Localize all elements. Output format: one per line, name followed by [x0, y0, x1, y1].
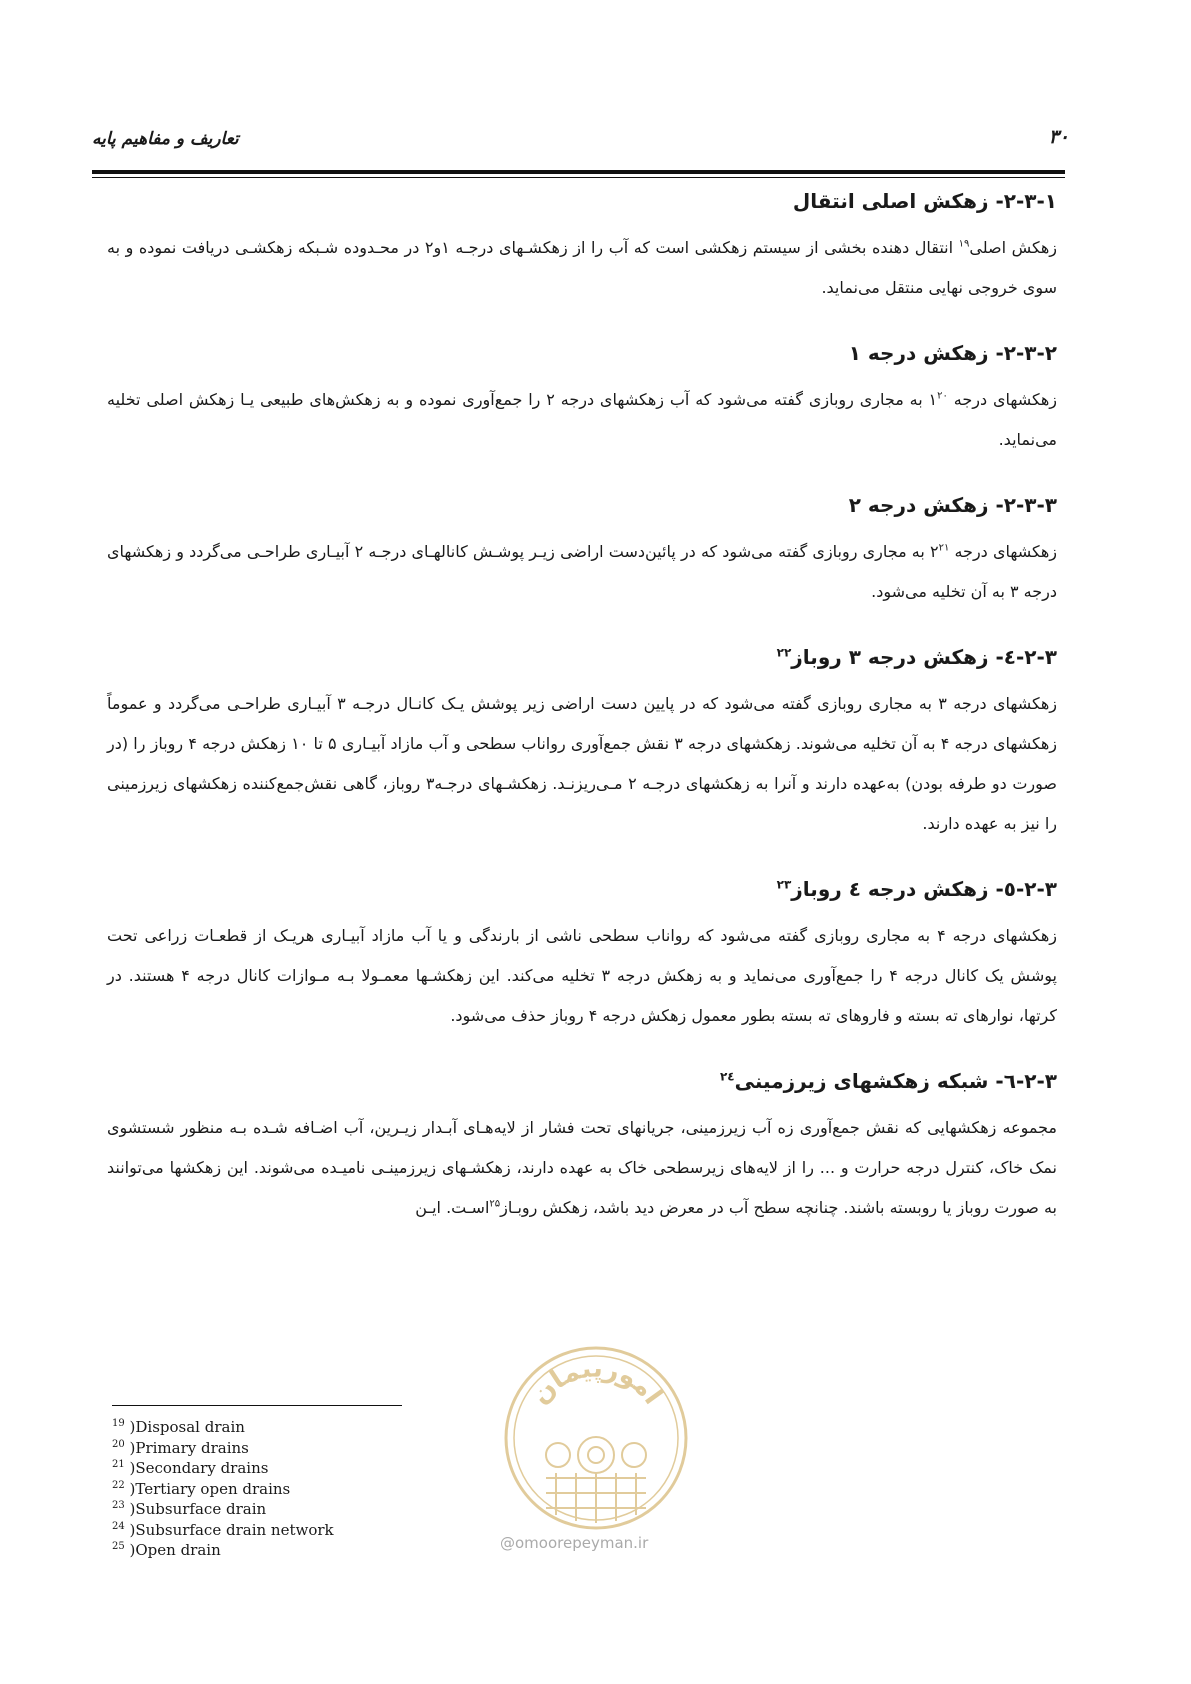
- watermark-url: @omoorepeyman.ir: [500, 1534, 649, 1552]
- footnote-item: $^{22}$ )Tertiary open drains: [112, 1479, 291, 1498]
- section-heading: ۲-۳-٦- شبکه زهکشهای زیرزمینی$^{۲٤}$: [719, 1069, 1057, 1093]
- footnote-ref: ۱۹: [958, 238, 970, 250]
- running-title: تعاریف و مفاهیم پایه: [92, 129, 239, 149]
- footnote-separator: [112, 1405, 402, 1406]
- section-heading: ۲-۳-۱- زهکش اصلی انتقال: [792, 189, 1057, 213]
- footnote-item: $^{19}$ )Disposal drain: [112, 1418, 245, 1436]
- footnote-ref: ۲۵: [489, 1198, 501, 1210]
- footnote-item: $^{20}$ )Primary drains: [112, 1438, 249, 1457]
- footnote-ref: ۲٤: [719, 1069, 735, 1084]
- section-paragraph: زهکشهای درجه $۱^{۲۰}$ به مجاری روبازی گفته می‌شود که آب زهکشهای درجه ۲ را جمع‌آوری نموده و به زهکش‌های طبیعی یـا زهکش اصلی تخلیه می‌نماید.: [107, 390, 1057, 449]
- footnote-item: $^{21}$ )Secondary drains: [112, 1459, 269, 1477]
- section-paragraph: زهکش اصلی$^{۱۹}$ انتقال دهنده بخشی از سیستم زهکشی است که آب را از زهکشـهای درجـه ۱و۲ در محـدوده شـبکه زهکشـی دریافت نموده و به سوی خروجی نهایی منتقل می‌نماید.: [107, 238, 1057, 297]
- footnotes: [112, 1417, 512, 1561]
- footnote-item: $^{23}$ )Subsurface drain: [112, 1500, 267, 1518]
- footnote-ref: ۲۲: [776, 645, 792, 660]
- footnote-ref: ۲۰: [937, 390, 948, 402]
- svg-text:امورپیمان: امورپیمان: [525, 1353, 668, 1411]
- section-paragraph: مجموعه زهکشهایی که نقش جمع‌آوری زه آب زیرزمینی، جریانهای تحت فشار از لایه‌هـای آبـدار زیـرین، آب اضـافه شـده بـه منظور شستشوی نمک خاک، کنترل درجه حرارت و ... را از لایه‌های زیرسطحی خاک به عهده دارند، زهکشـهای زیرزمینـی نامیـده می‌شوند. این زهکشها می‌توانند به صورت روباز یا روبسته باشند. چنانچه سطح آب در معرض دید باشد، زهکش روبـاز$^{۲۵}$اسـت. ایـن: [107, 1118, 1057, 1217]
- footnote-item: $^{25}$ )Open drain: [112, 1541, 221, 1559]
- section-paragraph: زهکشهای درجه ۳ به مجاری روبازی گفته می‌شود که در پایین دست اراضی زیر پوشش یـک کانـال درجـه ۳ آبیـاری طراحـی می‌گردد و عموماً زهکشهای درجه ۴ به آن تخلیه می‌شوند. زهکشهای درجه ۳ نقش جمع‌آوری رواناب سطحی و آب مازاد آبیـاری ۵ تا ۱۰ زهکش درجه ۴ روباز را (در صورت دو طرفه بودن) به‌عهده دارند و آنرا به زهکشهای درجـه ۲ مـی‌ریزنـد. زهکشـهای درجـه۳ روباز، گاهی نقش‌جمع‌کننده زهکشهای زیرزمینی را نیز به عهده دارند.: [107, 694, 1058, 833]
- footnote-ref: ۲۱: [938, 542, 950, 554]
- footnote-ref: ۲۳: [776, 877, 792, 892]
- footnote-item: $^{24}$ )Subsurface drain network: [112, 1520, 334, 1539]
- section-heading: ۲-۳-۲- زهکش درجه ۱: [848, 341, 1057, 365]
- header-rule-thick: [92, 170, 1065, 174]
- section-paragraph: زهکشهای درجه $۲^{۲۱}$ به مجاری روبازی گفته می‌شود که در پائین‌دست اراضی زیـر پوشـش کانالهـای درجـه ۲ آبیـاری طراحـی می‌گردد و زهکشهای درجه ۳ به آن تخلیه می‌شود.: [107, 542, 1058, 601]
- section-heading: ۲-۳-٥- زهکش درجه ٤ روباز$^{۲۳}$: [776, 877, 1057, 901]
- section-heading: ۲-۳-٤- زهکش درجه ۳ روباز$^{۲۲}$: [776, 645, 1057, 669]
- page-number: ۳۰: [1048, 126, 1069, 148]
- section-paragraph: زهکشهای درجه ۴ به مجاری روبازی گفته می‌شود که رواناب سطحی ناشی از بارندگی و یا آب مازاد آبیـاری هریـک از قطعـات زراعی تحت پوشش یک کانال درجه ۴ را جمع‌آوری می‌نماید و به زهکش درجه ۳ تخلیه می‌کند. این زهکشـها معمـولا بـه مـوازات کانال درجه ۴ هستند. در کرتها، نوارهای ته بسته و فاروهای ته بسته بطور معمول زهکش درجه ۴ روباز حذف می‌شود.: [107, 926, 1058, 1025]
- section-heading: ۲-۳-۳- زهکش درجه ۲: [848, 493, 1057, 517]
- main-content: [107, 188, 1057, 1228]
- header-rule-thin: [92, 177, 1065, 178]
- watermark-logo: [496, 1343, 696, 1533]
